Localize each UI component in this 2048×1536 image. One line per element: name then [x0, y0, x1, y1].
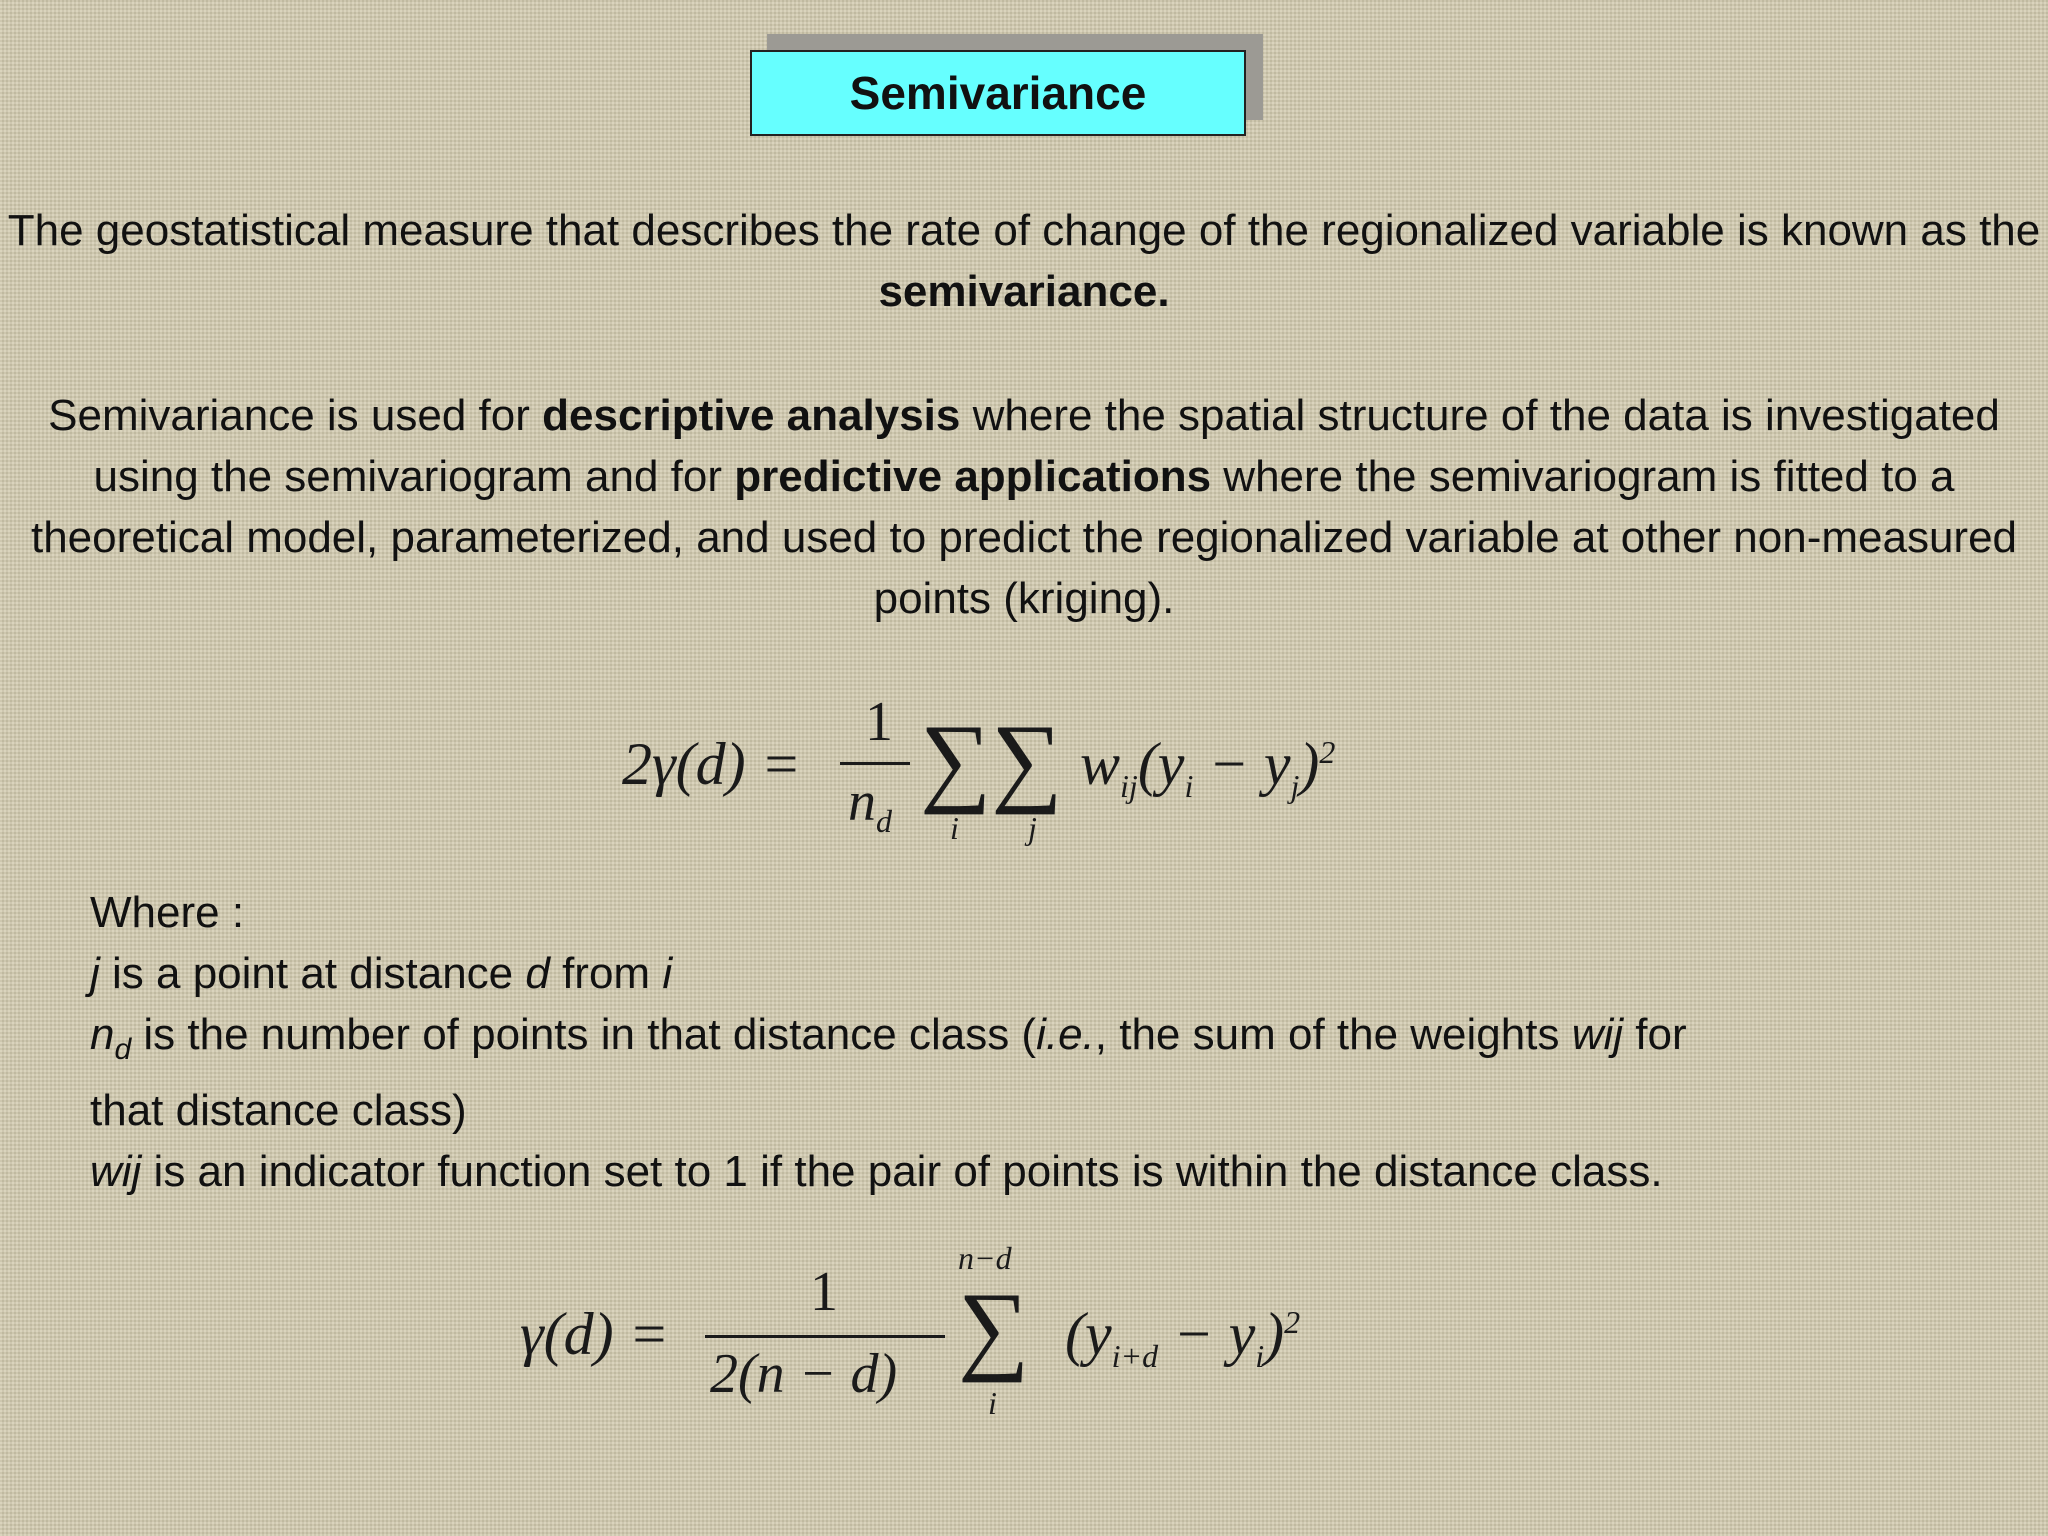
formula1-fraction-bar [840, 762, 910, 765]
where-line-nd-cont: that distance class) [90, 1085, 467, 1135]
slide-title-text: Semivariance [849, 67, 1147, 119]
formula2-sigma: ∑ [958, 1272, 1030, 1383]
formula2-fraction-bar [705, 1335, 945, 1338]
where-heading: Where : [90, 888, 245, 937]
formula2-summand: $(y_{i+d} - y_i)^2$ [1065, 1301, 1301, 1374]
formula2-denominator: 2(n − d) [710, 1343, 898, 1405]
formula1-lhs: 2γ(d) = [622, 731, 802, 797]
where-line-j: j is a point at distance d from i [90, 949, 673, 998]
formula1-numerator: 1 [865, 691, 893, 753]
formula1-denominator: $n_d$ [848, 771, 892, 840]
formula2-lhs: γ(d) = [520, 1301, 670, 1367]
formula2-sum-lower: i [988, 1385, 997, 1421]
where-line-nd: $n_d$ is the number of points in that distance class (i.e., the sum of the weights wij for [90, 1010, 1687, 1066]
predictive-applications-term: predictive applications [734, 452, 1212, 501]
where-line-wij: wij is an indicator function set to 1 if the pair of points is within the distance class. [90, 1146, 1663, 1196]
where-definitions [90, 882, 1990, 1202]
slide-title [750, 50, 1246, 136]
semivariance-formula-weighted [600, 680, 1420, 870]
formula1-sigma: ∑∑ [920, 704, 1063, 815]
formula1-sum-index-i: i [950, 810, 959, 846]
formula2-numerator: 1 [810, 1261, 838, 1323]
descriptive-analysis-term: descriptive analysis [542, 391, 961, 440]
formula2-sum-upper: n−d [958, 1240, 1012, 1276]
semivariance-term: semivariance. [878, 267, 1170, 316]
formula1-sum-index-j: j [1028, 810, 1037, 846]
formula1-summand: $w_{ij}(y_i - y_j)^2$ [1080, 731, 1336, 804]
semivariance-formula-lag [500, 1240, 1400, 1450]
usage-paragraph: Semivariance is used for descriptive analysis where the spatial structure of the data is investigated using the semivariogram and for predictive applications where the semivariogram is fitted to a theoretical model, parameterized, and used to predict the regionalized variable at other non-measured points (kriging). [30, 391, 2018, 623]
intro-paragraph: The geostatistical measure that describes the rate of change of the regionalized variable is known as the semivariance. [7, 206, 2041, 316]
